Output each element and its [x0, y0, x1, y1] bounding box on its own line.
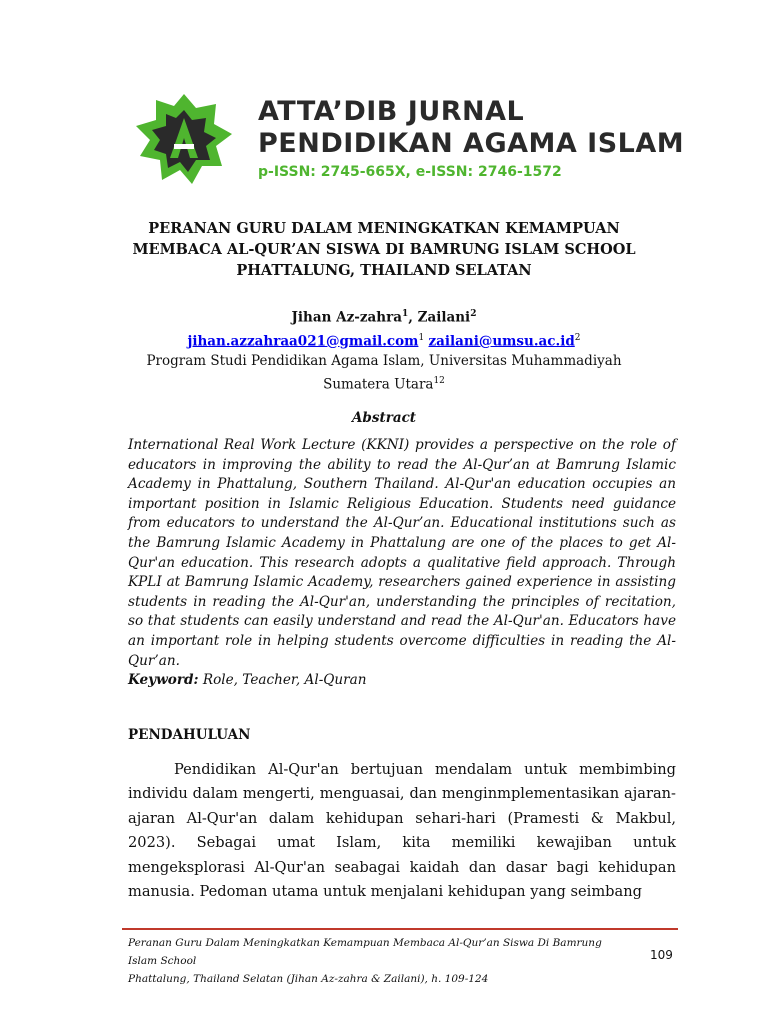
footer-citation — [128, 934, 628, 988]
author-sup-2: 2 — [470, 309, 477, 319]
section-heading: PENDAHULUAN — [128, 727, 251, 743]
author-name-1: Jihan Az-zahra — [291, 309, 402, 326]
footer-cite-line1: Peranan Guru Dalam Meningkatkan Kemampuan Membaca Al-Qur’an Siswa Di Bamrung Islam School — [128, 937, 602, 967]
author-names — [120, 304, 648, 328]
author-block — [120, 304, 648, 395]
affiliation-text: Sumatera Utara — [323, 376, 434, 393]
author-separator: , — [408, 309, 418, 326]
title-line1: PERANAN GURU DALAM MENINGKATKAN KEMAMPUAN — [148, 220, 620, 237]
footer-divider — [122, 928, 678, 930]
article-title — [120, 218, 648, 281]
email-link-1[interactable]: jihan.azzahraa021@gmail.com — [187, 333, 419, 349]
abstract-body — [128, 436, 676, 691]
author-name-2: Zailani — [417, 309, 471, 326]
abstract-heading: Abstract — [351, 410, 417, 426]
affiliation-line1: Program Studi Pendidikan Agama Islam, Universitas Muhammadiyah — [146, 353, 622, 369]
section-paragraph: Pendidikan Al-Qur'an bertujuan mendalam untuk membimbing individu dalam mengerti, menguasai, dan menginmplementasikan ajaran-ajaran Al-Qur'an dalam kehidupan sehari-hari (Pramesti & Makbul, 2023). Sebagai umat Islam, kita memiliki kewajiban untuk mengeksplorasi Al-Qur'an seabagai kaidah dan dasar bagi kehidupan manusia. Pedoman utama untuk menjalani kehidupan yang seimbang — [128, 761, 676, 901]
author-sup-1: 1 — [401, 309, 409, 319]
author-emails — [120, 328, 648, 352]
journal-issn: p-ISSN: 2745-665X, e-ISSN: 2746-1572 — [258, 164, 562, 180]
footer-cite-line2: Phattalung, Thailand Selatan (Jihan Az-zahra & Zailani), h. 109-124 — [128, 973, 489, 985]
affiliation-line2 — [120, 371, 648, 395]
title-line3: PHATTALUNG, THAILAND SELATAN — [236, 262, 532, 279]
keyword-label: Keyword: — [128, 672, 199, 689]
email-sup-2: 2 — [574, 332, 581, 343]
page-number: 109 — [650, 948, 673, 962]
email-link-2[interactable]: zailani@umsu.ac.id — [428, 333, 575, 349]
affiliation-sup: 12 — [433, 376, 445, 386]
abstract-text: International Real Work Lecture (KKNI) provides a perspective on the role of educators in improving the ability to read the Al-Qur’an at Bamrung Islamic Academy in Phattalung, Southern Thailand. Al-Qur'an education occupies an important position in Islamic Religious Education. Students need guidance from educators to understand the Al-Qur’an. Educational institutions such as the Bamrung Islamic Academy in Phattalung are one of the places to get Al-Qur'an education. This research adopts a qualitative field approach. Through KPLI at Bamrung Islamic Academy, researchers gained experience in assisting students in reading the Al-Qur'an, understanding the principles of recitation, so that students can easily understand and read the Al-Qur'an. Educators have an important role in helping students overcome difficulties in reading the Al-Qur’an. — [128, 437, 676, 669]
journal-title-line2: PENDIDIKAN AGAMA ISLAM — [258, 128, 685, 159]
journal-logo-icon — [130, 92, 238, 186]
keywords — [128, 671, 676, 691]
journal-header — [130, 88, 708, 188]
journal-title — [258, 96, 684, 160]
email-sup-1: 1 — [418, 332, 425, 343]
journal-title-line1: ATTA’DIB JURNAL — [258, 96, 525, 127]
keyword-values: Role, Teacher, Al-Quran — [198, 672, 367, 689]
title-line2: MEMBACA AL-QUR’AN SISWA DI BAMRUNG ISLAM SCHOOL — [132, 241, 636, 258]
